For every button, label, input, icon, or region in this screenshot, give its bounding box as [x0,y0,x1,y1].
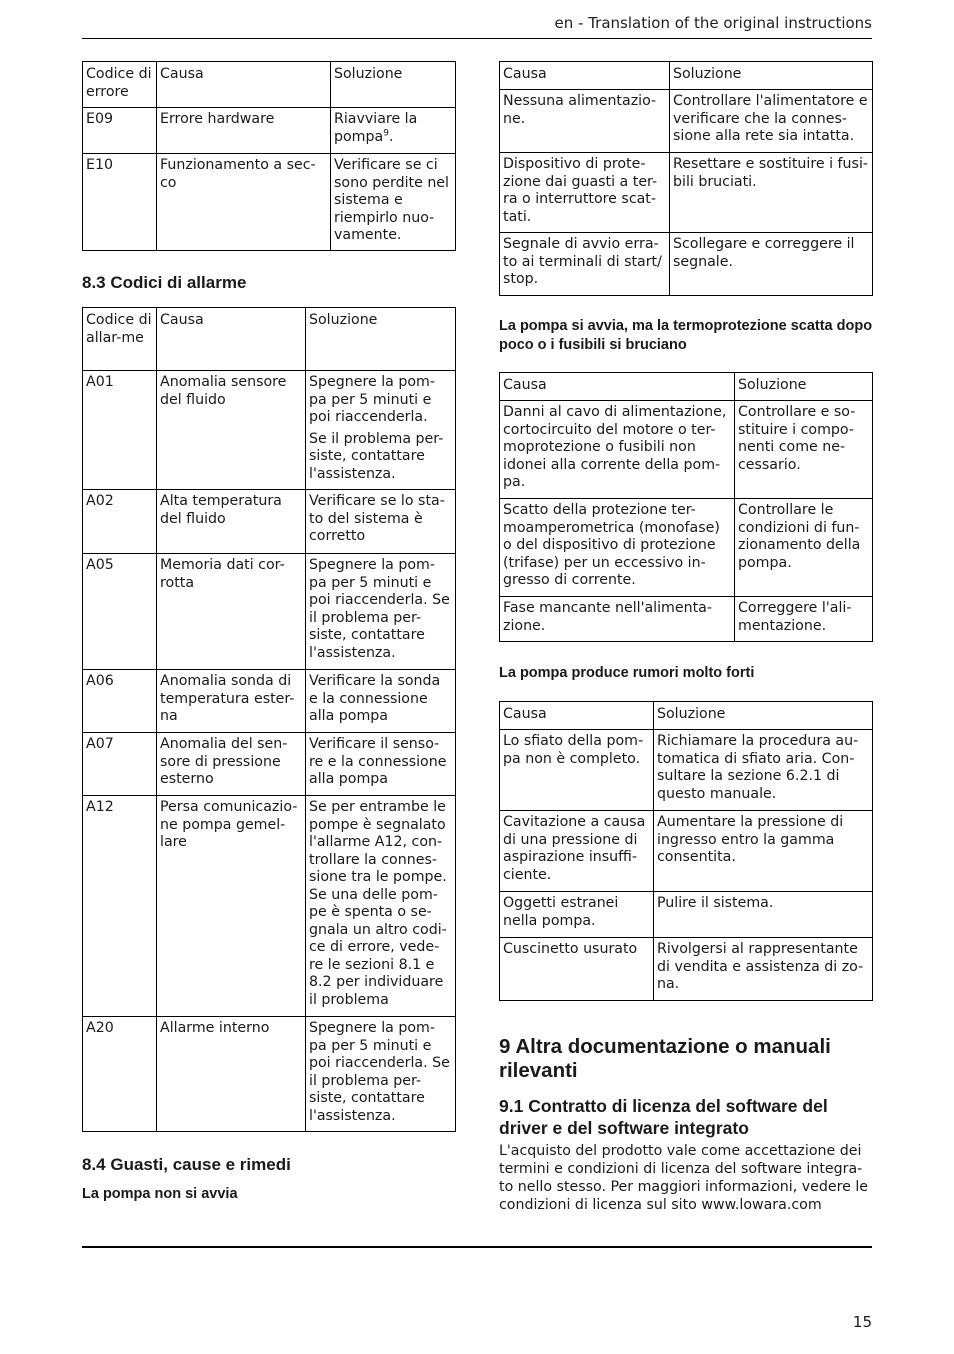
cause-cell: Cuscinetto usurato [500,938,654,1001]
table-row [500,233,873,296]
section-heading-8-4: 8.4 Guasti, cause e rimedi [82,1155,291,1174]
table-row [500,730,873,811]
error-code-table [82,61,456,251]
table-row [83,371,456,490]
table-row [83,1017,456,1132]
code-cell: A20 [83,1017,157,1132]
solution-cell: Verificare il senso-re e la connessione alla pompa [306,733,456,796]
solution-punct: . [388,128,394,145]
table-row [500,90,873,153]
header-cell: Soluzione [735,373,873,401]
running-header: en - Translation of the original instructions [554,14,872,32]
solution-cell: Pulire il sistema. [654,892,873,938]
table-row [83,796,456,1017]
code-cell: A12 [83,796,157,1017]
code-cell: A02 [83,490,157,554]
subheading-no-start: La pompa non si avvia [82,1186,238,1202]
code-cell: A07 [83,733,157,796]
solution-cell: Spegnere la pom-pa per 5 minuti e poi riaccenderla. Se il problema per-siste, contattare l'assistenza. [306,1017,456,1132]
cause-cell: Anomalia sensore del fluido [157,371,306,490]
page-number: 15 [852,1313,872,1331]
cause-cell: Dispositivo di prote-zione dai guasti a ter-ra o interruttore scat-tati. [500,153,670,233]
cause-cell: Allarme interno [157,1017,306,1132]
table-row [500,597,873,642]
solution-cell: Richiamare la procedura au-tomatica di sfiato aria. Con-sultare la sezione 6.2.1 di questo manuale. [654,730,873,811]
cause-cell: Oggetti estranei nella pompa. [500,892,654,938]
solution-cell: Se per entrambe le pompe è segnalato l'allarme A12, con-trollare la connes-sione tra le pompe. Se una delle pom-pe è spenta o se-gnala un altro codi-ce di errore, vede-re le sezioni 8.1 e 8.2 per individuare il problema [306,796,456,1017]
cause-cell: Lo sfiato della pom-pa non è completo. [500,730,654,811]
solution-cell: Rivolgersi al rappresentante di vendita e assistenza di zo-na. [654,938,873,1001]
noise-table [499,701,873,1001]
solution-text: Spegnere la pom-pa per 5 minuti e poi riaccenderla. [309,374,435,425]
solution-cell [306,371,456,490]
cause-cell: Fase mancante nell'alimenta-zione. [500,597,735,642]
table-row [83,154,456,251]
table-row [500,811,873,892]
table-header-row [500,702,873,730]
section-heading-9: 9 Altra documentazione o manuali rilevanti [499,1035,831,1082]
subheading-thermal-trip: La pompa si avvia, ma la termoprotezione scatta dopo poco o i fusibili si bruciano [499,318,873,353]
table-header-row [83,62,456,108]
solution-cell: Correggere l'ali-mentazione. [735,597,873,642]
header-cell: Soluzione [331,62,456,108]
thermal-trip-table [499,372,873,642]
header-rule [82,38,872,39]
cause-cell: Segnale di avvio erra-to ai terminali di start/ stop. [500,233,670,296]
no-start-table [499,61,873,296]
solution-cell: Verificare se ci sono perdite nel sistema e riempirlo nuo-vamente. [331,154,456,251]
header-cell: Codice di errore [83,62,157,108]
header-cell: Causa [157,308,306,371]
table-row [500,401,873,499]
cause-cell: Alta temperatura del fluido [157,490,306,554]
header-cell: Soluzione [654,702,873,730]
table-header-row [500,373,873,401]
table-header-row [83,308,456,371]
header-cell: Soluzione [670,62,873,90]
table-row [83,733,456,796]
cause-cell: Nessuna alimentazio-ne. [500,90,670,153]
cause-cell: Cavitazione a causa di una pressione di aspirazione insuffi-ciente. [500,811,654,892]
table-row [500,892,873,938]
header-cell: Codice di allar-me [83,308,157,371]
cause-cell: Memoria dati cor-rotta [157,554,306,670]
solution-text: Se il problema per-siste, contattare l'assistenza. [309,430,444,482]
solution-cell: Resettare e sostituire i fusi-bili bruciati. [670,153,873,233]
section-heading-8-3: 8.3 Codici di allarme [82,273,247,292]
solution-cell: Controllare l'alimentatore e verificare che la connes-sione alla rete sia intatta. [670,90,873,153]
footer-rule [82,1246,872,1248]
header-cell: Causa [157,62,331,108]
subheading-noise: La pompa produce rumori molto forti [499,665,755,681]
cause-cell: Anomalia del sen-sore di pressione esterno [157,733,306,796]
table-row [83,554,456,670]
cause-cell: Funzionamento a sec-co [157,154,331,251]
table-row [83,670,456,733]
solution-cell: Controllare e so-stituire i compo-nenti come ne-cessario. [735,401,873,499]
solution-cell: Verificare se lo sta-to del sistema è corretto [306,490,456,554]
cause-cell: Anomalia sonda di temperatura ester-na [157,670,306,733]
alarm-code-table [82,307,456,1132]
solution-cell: Aumentare la pressione di ingresso entro la gamma consentita. [654,811,873,892]
solution-cell: Verificare la sonda e la connessione alla pompa [306,670,456,733]
code-cell: E09 [83,108,157,154]
footnote-marker: 9 [383,127,389,138]
code-cell: E10 [83,154,157,251]
solution-cell [331,108,456,154]
table-row [83,108,456,154]
solution-cell: Controllare le condizioni di fun-zionamento della pompa. [735,499,873,597]
cause-cell: Scatto della protezione ter-moamperometrica (monofase) o del dispositivo di protezione (trifase) per un eccessivo in-gresso di corrente. [500,499,735,597]
table-row [83,490,456,554]
code-cell: A01 [83,371,157,490]
cause-cell: Danni al cavo di alimentazione, cortocircuito del motore o ter-moprotezione o fusibili non idonei alla corrente della pom-pa. [500,401,735,499]
table-row [500,938,873,1001]
solution-cell: Spegnere la pom-pa per 5 minuti e poi riaccenderla. Se il problema per-siste, contattare l'assistenza. [306,554,456,670]
header-cell: Causa [500,702,654,730]
table-row [500,499,873,597]
section-heading-9-1: 9.1 Contratto di licenza del software del driver e del software integrato [499,1096,828,1138]
solution-cell: Scollegare e correggere il segnale. [670,233,873,296]
header-cell: Soluzione [306,308,456,371]
code-cell: A06 [83,670,157,733]
header-cell: Causa [500,373,735,401]
license-paragraph: L'acquisto del prodotto vale come accettazione dei termini e condizioni di licenza del software integra-to nello stesso. Per maggiori informazioni, vedere le condizioni di licenza sul sito www.lowara.com [499,1143,869,1213]
solution-text: Riavviare la pompa [334,111,418,145]
header-cell: Causa [500,62,670,90]
cause-cell: Persa comunicazio-ne pompa gemel-lare [157,796,306,1017]
table-row [500,153,873,233]
cause-cell: Errore hardware [157,108,331,154]
table-header-row [500,62,873,90]
code-cell: A05 [83,554,157,670]
